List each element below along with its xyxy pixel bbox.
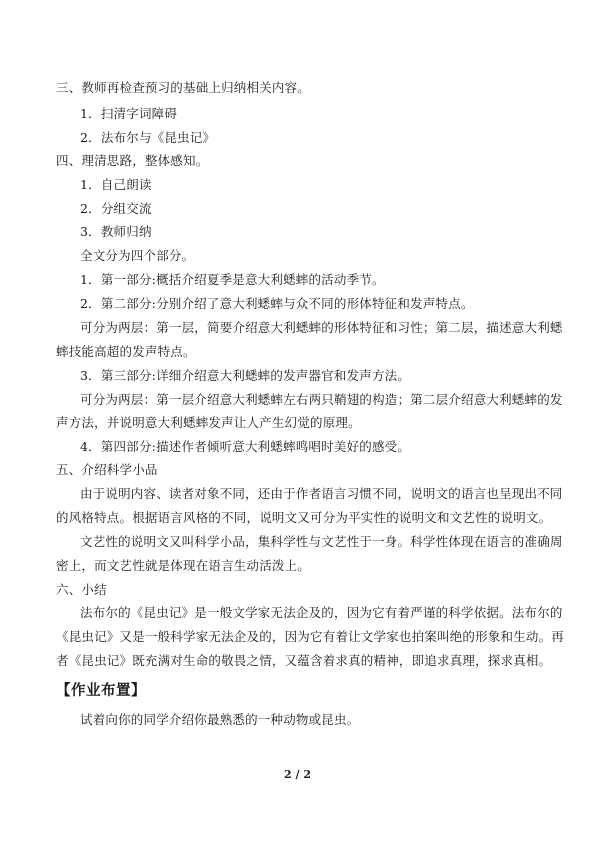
paragraph: 可分为两层：第一层介绍意大利蟋蟀左右两只鞘翅的构造；第二层介绍意大利蟋蟀的发 xyxy=(80,392,563,407)
paragraph: 4．第四部分:描述作者倾听意大利蟋蟀鸣唱时美好的感受。 xyxy=(80,439,411,454)
paragraph: 可分为两层：第一层，简要介绍意大利蟋蟀的形体特征和习性；第二层，描述意大利蟋 xyxy=(80,320,563,335)
paragraph: 3．第三部分:详细介绍意大利蟋蟀的发声器官和发声方法。 xyxy=(80,368,411,383)
section-3-title: 三、教师再检查预习的基础上归纳相关内容。 xyxy=(56,80,311,95)
list-item: 1．扫清字词障碍 xyxy=(80,106,178,121)
section-4-title: 四、理清思路，整体感知。 xyxy=(56,153,209,168)
list-item: 2．分组交流 xyxy=(80,201,152,216)
list-item: 2．法布尔与《昆虫记》 xyxy=(80,130,216,145)
homework-heading: 【作业布置】 xyxy=(56,683,146,699)
paragraph: 密上，而文艺性就是体现在语言生动活泼上。 xyxy=(56,558,311,573)
list-item: 1．自己朗读 xyxy=(80,177,152,192)
paragraph: 者《昆虫记》既充满对生命的敬畏之情，又蕴含着求真的精神，即追求真理，探求真相。 xyxy=(56,653,552,668)
paragraph: 的风格特点。根据语言风格的不同，说明文又可分为平实性的说明文和文艺性的说明文。 xyxy=(56,510,552,525)
page-number: 2 / 2 xyxy=(284,768,311,781)
list-item: 3．教师归纳 xyxy=(80,224,152,239)
paragraph: 蟀技能高超的发声特点。 xyxy=(56,344,196,359)
section-6-title: 六、小结 xyxy=(56,582,107,597)
paragraph: 文艺性的说明文又叫科学小品，集科学性与文艺性于一身。科学性体现在语言的准确周 xyxy=(80,534,563,549)
paragraph: 1．第一部分:概括介绍夏季是意大利蟋蟀的活动季节。 xyxy=(80,272,385,287)
paragraph: 全文分为四个部分。 xyxy=(80,248,195,263)
paragraph: 《昆虫记》又是一般科学家无法企及的，因为它有着让文学家也拍案叫绝的形象和生动。再 xyxy=(56,629,565,644)
paragraph: 由于说明内容、读者对象不同，还由于作者语言习惯不同，说明文的语言也呈现出不同 xyxy=(80,486,563,501)
homework-text: 试着向你的同学介绍你最熟悉的一种动物或昆虫。 xyxy=(80,712,360,727)
paragraph: 2．第二部分:分别介绍了意大利蟋蟀与众不同的形体特征和发声特点。 xyxy=(80,296,474,311)
paragraph: 声方法，并说明意大利蟋蟀发声让人产生幻觉的原理。 xyxy=(56,415,361,430)
section-5-title: 五、介绍科学小品 xyxy=(56,462,158,477)
paragraph: 法布尔的《昆虫记》是一般文学家无法企及的，因为它有着严谨的科学依据。法布尔的 xyxy=(80,605,563,620)
